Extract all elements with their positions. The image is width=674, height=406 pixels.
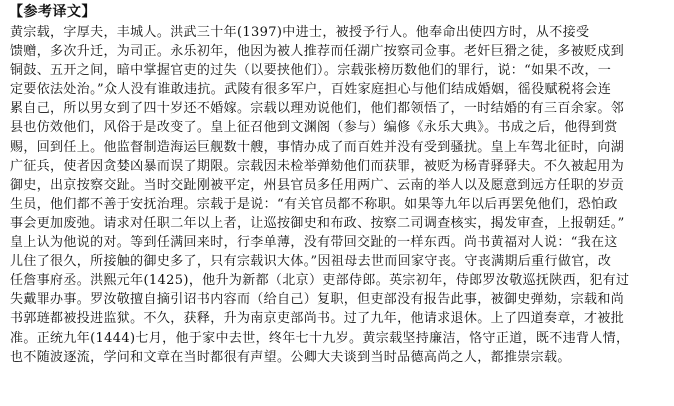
text-line-17: 准。正统九年(1444)七月，他于家中去世，终年七十九岁。黄宗载坚持廉洁，恪守正道，既不违背人情，: [10, 330, 630, 346]
text-line-9: 御史，出京按察交趾。当时交趾刚被平定，州县官员多任用两广、云南的举人以及愿意到远方任职的岁贡: [10, 177, 625, 193]
heading-title: 参考译文: [23, 4, 82, 20]
body-text: [10, 23, 666, 367]
text-line-12: 皇上认为他说的对。等到任满回来时，行李单薄，没有带回交趾的一样东西。尚书黄福对人说：“我在这: [10, 235, 618, 251]
section-heading: [9, 3, 96, 21]
text-line-14: 任詹事府丞。洪熙元年(1425)，他升为新都（北京）吏部侍郎。英宗初年，侍郎罗汝敬巡抚陕西，犯有过: [10, 273, 630, 289]
text-line-3: 铜鼓、五开之间，暗中掌握官吏的过失（以要挟他们）。宗载张榜历数他们的罪行，说：“如果不改，一: [10, 63, 612, 79]
text-line-13: 儿住了很久，所接触的御史多了，只有宗载识大体。”因祖母去世而回家守丧。守丧满期后重行做官，改: [10, 254, 612, 270]
text-line-4: 定要依法处治。”众人没有谁敢违抗。武陵有很多军户，百姓家庭担心与他们结成婚姻，徭役赋税将会连: [10, 82, 612, 98]
text-line-1: 黄宗载，字厚夫，丰城人。洪武三十年(1397)中进士，被授予行人。他奉命出使四方时，从不接受: [10, 25, 590, 40]
heading-bracket-open: 【: [9, 4, 24, 20]
text-line-5: 累自己，所以男女到了四十岁还不婚嫁。宗载以理劝说他们，他们都领悟了，一时结婚的有三百余家。邻: [10, 101, 625, 117]
text-line-15: 失戴罪办事。罗汝敬擅自摘引诏书内容而（给自己）复职，但吏部没有报告此事，被御史弹劾，宗载和尚: [10, 292, 625, 308]
text-line-2: 馈赠，多次升迁，为司正。永乐初年，他因为被人推荐而任湖广按察司佥事。老奸巨猾之徒，多被贬戍到: [10, 44, 625, 60]
text-line-8: 广征兵，使者因贪婪凶暴而误了期限。宗载因未检举弹劾他们而获罪，被贬为杨青驿驿夫。不久被起用为: [10, 158, 625, 174]
text-line-11: 事会更加废弛。请求对任职二年以上者，让巡按御史和布政、按察二司调查核实，揭发审查，上报朝廷。”: [10, 215, 625, 231]
text-line-6: 县也仿效他们，风俗于是改变了。皇上征召他到文渊阁（参与）编修《永乐大典》。书成之后，他得到赏: [10, 120, 618, 136]
text-line-16: 书郭琏都被投进监狱。不久，获释，升为南京吏部尚书。过了九年，他请求退休。上了四道奏章，才被批: [10, 311, 625, 327]
heading-bracket-close: 】: [81, 4, 96, 20]
text-line-10: 生员，他们都不善于安抚治理。宗载于是说：“有关官员都不称职。如果等九年以后再罢免他们，恐怕政: [10, 196, 618, 212]
text-line-7: 赐，回到任上。他监督制造海运巨舰数十艘，事情办成了而百姓并没有受到骚扰。皇上车驾北征时，向湖: [10, 139, 625, 155]
text-line-18: 也不随波逐流，学问和文章在当时都很有声望。公卿大夫谈到当时品德高尚之人，都推崇宗载。: [10, 349, 571, 365]
